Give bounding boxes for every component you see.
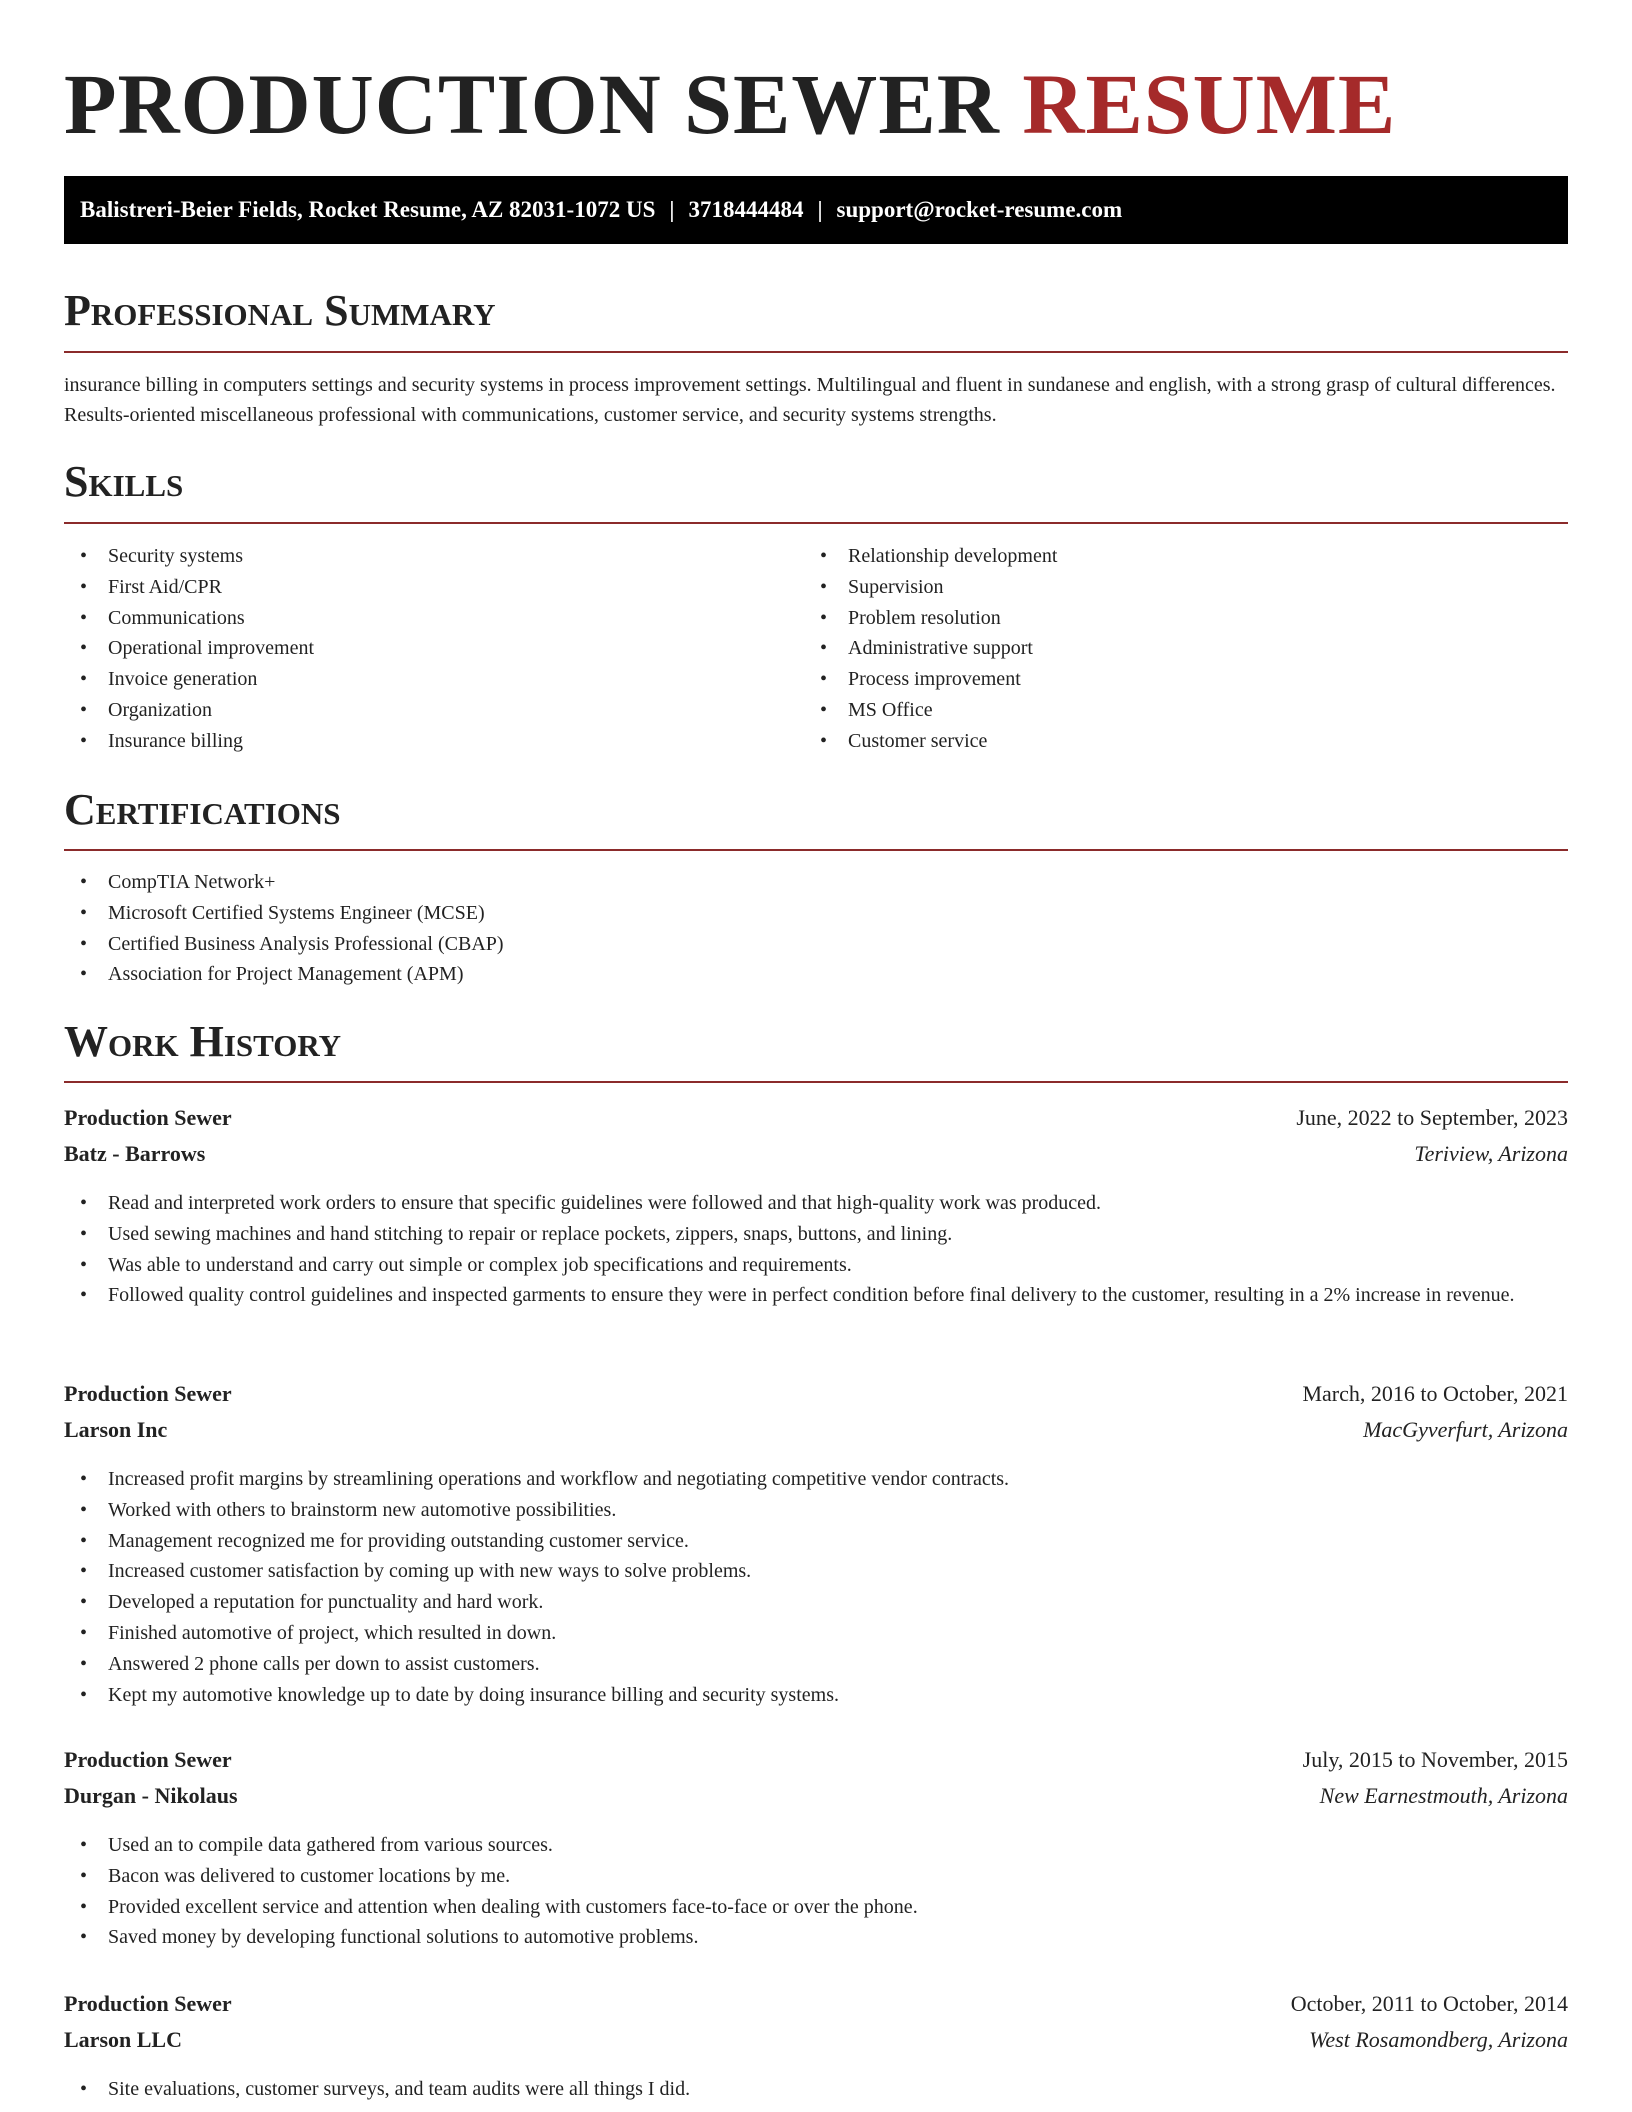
job-bullets <box>64 1830 1568 1953</box>
skills-list-right <box>804 541 1568 757</box>
job-bullet: • Increased customer satisfaction by coming up with new ways to solve problems. <box>64 1556 1568 1587</box>
certifications-list <box>64 867 1568 990</box>
job-bullets <box>64 2074 1568 2105</box>
job-dates: June, 2022 to September, 2023 <box>1296 1105 1568 1130</box>
certification-item: • Association for Project Management (APM) <box>64 959 1568 990</box>
job-bullet: • Bacon was delivered to customer locations by me. <box>64 1861 1568 1892</box>
skill-item: • Communications <box>64 603 804 634</box>
job-title: Production Sewer <box>64 1105 232 1130</box>
job-location: Teriview, Arizona <box>1414 1141 1568 1166</box>
job-title: Production Sewer <box>64 1381 232 1406</box>
job-bullet: • Management recognized me for providing outstanding customer service. <box>64 1526 1568 1557</box>
job-company-row <box>64 1136 1568 1172</box>
work-history-rule <box>64 1081 1568 1083</box>
skill-item: • Security systems <box>64 541 804 572</box>
skill-item: • First Aid/CPR <box>64 572 804 603</box>
job-location: New Earnestmouth, Arizona <box>1319 1783 1568 1808</box>
contact-address: Balistreri-Beier Fields, Rocket Resume, AZ 82031-1072 US <box>80 197 656 222</box>
job-company-row <box>64 2022 1568 2058</box>
skill-item: • Problem resolution <box>804 603 1568 634</box>
job-header-row <box>64 1376 1568 1412</box>
job-header-row <box>64 1100 1568 1136</box>
skill-item: • Invoice generation <box>64 664 804 695</box>
skills-rule <box>64 522 1568 524</box>
contact-email: support@rocket-resume.com <box>836 197 1123 222</box>
job-title: Production Sewer <box>64 1747 232 1772</box>
certifications-heading: Certifications <box>64 785 341 834</box>
contact-separator: | <box>669 197 675 222</box>
job-bullet: • Read and interpreted work orders to ensure that specific guidelines were followed and that high-quality work was produced. <box>64 1188 1568 1219</box>
job-header-row <box>64 1986 1568 2022</box>
job-company: Larson Inc <box>64 1417 168 1442</box>
job-title: Production Sewer <box>64 1991 232 2016</box>
job-dates: October, 2011 to October, 2014 <box>1290 1991 1568 2016</box>
job-company: Durgan - Nikolaus <box>64 1783 238 1808</box>
skill-item: • Insurance billing <box>64 726 804 757</box>
certification-item: • Microsoft Certified Systems Engineer (MCSE) <box>64 898 1568 929</box>
job-bullet: • Used an to compile data gathered from various sources. <box>64 1830 1568 1861</box>
title-main: PRODUCTION SEWER <box>64 56 1000 152</box>
job-bullets <box>64 1188 1568 1311</box>
skill-item: • Process improvement <box>804 664 1568 695</box>
certification-item: • Certified Business Analysis Professional (CBAP) <box>64 929 1568 960</box>
skill-item: • Supervision <box>804 572 1568 603</box>
job-company-row <box>64 1778 1568 1814</box>
job-bullet: • Site evaluations, customer surveys, and team audits were all things I did. <box>64 2074 1568 2105</box>
skill-item: • Operational improvement <box>64 633 804 664</box>
skill-item: • MS Office <box>804 695 1568 726</box>
job-location: West Rosamondberg, Arizona <box>1309 2027 1568 2052</box>
job-dates: March, 2016 to October, 2021 <box>1302 1381 1568 1406</box>
job-company: Larson LLC <box>64 2027 182 2052</box>
certifications-rule <box>64 849 1568 851</box>
job-bullet: • Kept my automotive knowledge up to date by doing insurance billing and security systems. <box>64 1680 1568 1711</box>
certification-item: • CompTIA Network+ <box>64 867 1568 898</box>
job-bullet: • Finished automotive of project, which resulted in down. <box>64 1618 1568 1649</box>
skill-item: • Relationship development <box>804 541 1568 572</box>
skill-item: • Customer service <box>804 726 1568 757</box>
job-location: MacGyverfurt, Arizona <box>1363 1417 1568 1442</box>
job-bullet: • Increased profit margins by streamlining operations and workflow and negotiating competitive vendor contracts. <box>64 1464 1568 1495</box>
skill-item: • Administrative support <box>804 633 1568 664</box>
job-bullet: • Answered 2 phone calls per down to assist customers. <box>64 1649 1568 1680</box>
job-bullet: • Was able to understand and carry out simple or complex job specifications and requirements. <box>64 1250 1568 1281</box>
summary-rule <box>64 351 1568 353</box>
skills-list-left <box>64 541 804 757</box>
job-bullet: • Provided excellent service and attention when dealing with customers face-to-face or over the phone. <box>64 1892 1568 1923</box>
skills-heading: Skills <box>64 457 184 506</box>
job-bullet: • Worked with others to brainstorm new automotive possibilities. <box>64 1495 1568 1526</box>
contact-bar <box>64 176 1568 244</box>
work-history-heading: Work History <box>64 1017 342 1066</box>
job-bullets <box>64 1464 1568 1710</box>
job-company: Batz - Barrows <box>64 1141 206 1166</box>
contact-separator: | <box>817 197 823 222</box>
job-bullet: • Followed quality control guidelines and inspected garments to ensure they were in perfect condition before final delivery to the customer, resulting in a 2% increase in revenue. <box>64 1280 1568 1311</box>
job-bullet: • Used sewing machines and hand stitching to repair or replace pockets, zippers, snaps, buttons, and lining. <box>64 1219 1568 1250</box>
job-dates: July, 2015 to November, 2015 <box>1302 1747 1568 1772</box>
title-accent: RESUME <box>1022 56 1397 152</box>
job-header-row <box>64 1742 1568 1778</box>
resume-title <box>64 56 1396 152</box>
summary-text: insurance billing in computers settings and security systems in process improvement settings. Multilingual and fluent in sundanese and english, with a strong grasp of cultural differences. Results-oriented miscellaneous professional with communications, customer service, and security systems strengths. <box>64 374 1556 426</box>
contact-phone: 3718444484 <box>688 197 804 222</box>
summary-heading: Professional Summary <box>64 286 496 335</box>
skill-item: • Organization <box>64 695 804 726</box>
job-bullet: • Saved money by developing functional solutions to automotive problems. <box>64 1922 1568 1953</box>
job-company-row <box>64 1412 1568 1448</box>
job-bullet: • Developed a reputation for punctuality and hard work. <box>64 1587 1568 1618</box>
